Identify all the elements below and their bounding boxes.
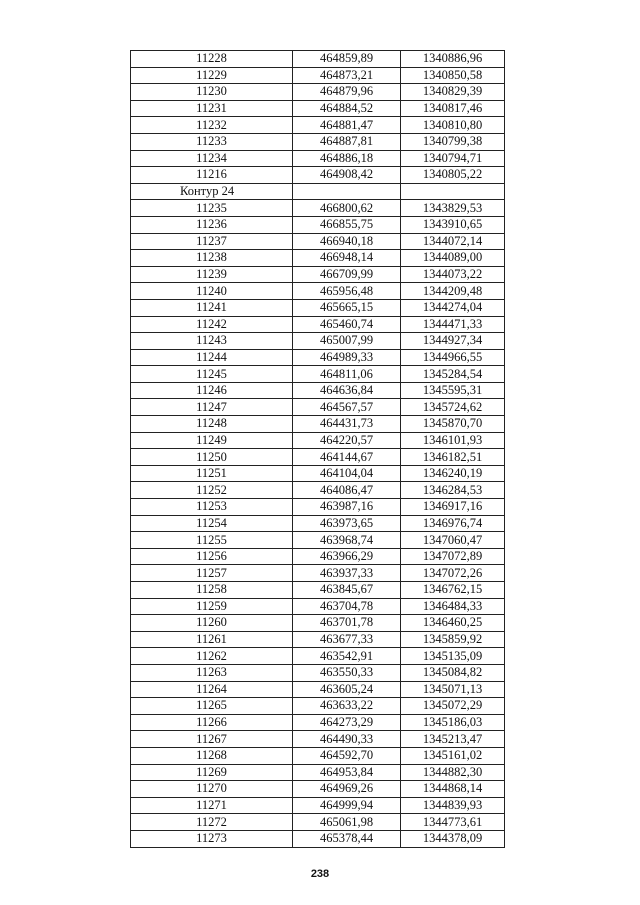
y-coordinate-cell: 1344378,09 [401,830,505,847]
y-coordinate-cell: 1346460,25 [401,615,505,632]
x-coordinate-cell: 464953,84 [293,764,401,781]
y-coordinate-cell: 1343829,53 [401,200,505,217]
y-coordinate-cell: 1344868,14 [401,781,505,798]
y-coordinate-cell: 1346484,33 [401,598,505,615]
table-row [131,283,505,300]
table-row [131,432,505,449]
x-coordinate-cell: 463987,16 [293,499,401,516]
point-number-cell: 11249 [131,432,293,449]
x-coordinate-cell: 463973,65 [293,515,401,532]
point-number-cell: 11250 [131,449,293,466]
y-coordinate-cell: 1347072,26 [401,565,505,582]
x-coordinate-cell: 465061,98 [293,814,401,831]
table-row [131,631,505,648]
x-coordinate-cell: 465956,48 [293,283,401,300]
y-coordinate-cell: 1340799,38 [401,133,505,150]
point-number-cell: 11271 [131,797,293,814]
x-coordinate-cell: 464592,70 [293,747,401,764]
table-row [131,51,505,68]
point-number-cell: 11234 [131,150,293,167]
table-row [131,548,505,565]
x-coordinate-cell: 464144,67 [293,449,401,466]
y-coordinate-cell: 1344073,22 [401,266,505,283]
table-row [131,266,505,283]
table-row [131,100,505,117]
y-coordinate-cell: 1340810,80 [401,117,505,134]
point-number-cell: 11229 [131,67,293,84]
table-row [131,117,505,134]
point-number-cell: 11262 [131,648,293,665]
table-row [131,382,505,399]
point-number-cell: 11239 [131,266,293,283]
point-number-cell: 11236 [131,216,293,233]
x-coordinate-cell: 464490,33 [293,731,401,748]
table-row [131,84,505,101]
point-number-cell: 11216 [131,167,293,184]
x-coordinate-cell: 464887,81 [293,133,401,150]
table-row [131,499,505,516]
x-coordinate-cell: 466855,75 [293,216,401,233]
x-coordinate-cell: 463966,29 [293,548,401,565]
x-coordinate-cell: 464273,29 [293,714,401,731]
y-coordinate-cell: 1340817,46 [401,100,505,117]
table-row [131,797,505,814]
x-coordinate-cell: 464859,89 [293,51,401,68]
x-coordinate-cell: 465665,15 [293,299,401,316]
point-number-cell: 11248 [131,416,293,433]
y-coordinate-cell: 1345084,82 [401,664,505,681]
y-coordinate-cell: 1344471,33 [401,316,505,333]
y-coordinate-cell: 1345595,31 [401,382,505,399]
table-row [131,133,505,150]
point-number-cell: 11247 [131,399,293,416]
x-coordinate-cell: 465378,44 [293,830,401,847]
point-number-cell: 11252 [131,482,293,499]
point-number-cell: 11269 [131,764,293,781]
y-coordinate-cell: 1345870,70 [401,416,505,433]
point-number-cell: 11266 [131,714,293,731]
point-number-cell: 11265 [131,698,293,715]
point-number-cell: 11231 [131,100,293,117]
table-row [131,349,505,366]
x-coordinate-cell: 463550,33 [293,664,401,681]
table-row [131,830,505,847]
y-coordinate-cell: 1340829,39 [401,84,505,101]
point-number-cell: 11230 [131,84,293,101]
table-row [131,565,505,582]
y-coordinate-cell: 1344773,61 [401,814,505,831]
page-number: 238 [310,868,330,880]
table-row [131,167,505,184]
x-coordinate-cell: 466948,14 [293,250,401,267]
x-coordinate-cell: 464881,47 [293,117,401,134]
contour-header-row [131,183,505,200]
point-number-cell: 11256 [131,548,293,565]
y-coordinate-cell: 1346182,51 [401,449,505,466]
y-coordinate-cell: 1347072,89 [401,548,505,565]
table-row [131,465,505,482]
point-number-cell: 11242 [131,316,293,333]
point-number-cell: 11237 [131,233,293,250]
x-coordinate-cell: 466709,99 [293,266,401,283]
table-row [131,747,505,764]
point-number-cell: 11261 [131,631,293,648]
point-number-cell: 11232 [131,117,293,134]
point-number-cell: 11241 [131,299,293,316]
table-row [131,333,505,350]
point-number-cell: 11264 [131,681,293,698]
y-coordinate-cell: 1340794,71 [401,150,505,167]
y-coordinate-cell: 1346762,15 [401,582,505,599]
table-row [131,67,505,84]
table-row [131,714,505,731]
point-number-cell: 11245 [131,366,293,383]
table-row [131,764,505,781]
x-coordinate-cell: 464431,73 [293,416,401,433]
x-coordinate-cell: 465007,99 [293,333,401,350]
y-coordinate-cell: 1344966,55 [401,349,505,366]
table-row [131,814,505,831]
x-coordinate-cell: 463968,74 [293,532,401,549]
x-coordinate-cell: 466800,62 [293,200,401,217]
x-coordinate-cell: 464104,04 [293,465,401,482]
x-coordinate-cell: 464884,52 [293,100,401,117]
y-coordinate-cell: 1340850,58 [401,67,505,84]
point-number-cell: 11253 [131,499,293,516]
point-number-cell: 11258 [131,582,293,599]
y-coordinate-cell: 1347060,47 [401,532,505,549]
x-coordinate-cell: 464886,18 [293,150,401,167]
point-number-cell: 11267 [131,731,293,748]
point-number-cell: 11254 [131,515,293,532]
table-row [131,482,505,499]
table-row [131,449,505,466]
point-number-cell: 11228 [131,51,293,68]
x-coordinate-cell: 463701,78 [293,615,401,632]
x-coordinate-cell: 465460,74 [293,316,401,333]
y-coordinate-cell: 1345284,54 [401,366,505,383]
table-row [131,515,505,532]
coordinates-table [130,50,505,848]
y-coordinate-cell: 1345161,02 [401,747,505,764]
table-row [131,781,505,798]
table-row [131,731,505,748]
empty-cell [401,183,505,200]
point-number-cell: 11273 [131,830,293,847]
point-number-cell: 11238 [131,250,293,267]
point-number-cell: 11233 [131,133,293,150]
x-coordinate-cell: 464879,96 [293,84,401,101]
y-coordinate-cell: 1345186,03 [401,714,505,731]
y-coordinate-cell: 1344274,04 [401,299,505,316]
x-coordinate-cell: 464220,57 [293,432,401,449]
x-coordinate-cell: 464969,26 [293,781,401,798]
point-number-cell: 11244 [131,349,293,366]
x-coordinate-cell: 464567,57 [293,399,401,416]
x-coordinate-cell: 463605,24 [293,681,401,698]
y-coordinate-cell: 1344209,48 [401,283,505,300]
x-coordinate-cell: 463542,91 [293,648,401,665]
table-row [131,664,505,681]
contour-label: Контур 24 [131,183,293,200]
point-number-cell: 11235 [131,200,293,217]
x-coordinate-cell: 463704,78 [293,598,401,615]
point-number-cell: 11268 [131,747,293,764]
y-coordinate-cell: 1344072,14 [401,233,505,250]
table-row [131,150,505,167]
point-number-cell: 11259 [131,598,293,615]
table-row [131,299,505,316]
y-coordinate-cell: 1346284,53 [401,482,505,499]
x-coordinate-cell: 464908,42 [293,167,401,184]
y-coordinate-cell: 1340805,22 [401,167,505,184]
x-coordinate-cell: 464873,21 [293,67,401,84]
point-number-cell: 11240 [131,283,293,300]
y-coordinate-cell: 1344882,30 [401,764,505,781]
point-number-cell: 11272 [131,814,293,831]
x-coordinate-cell: 464086,47 [293,482,401,499]
table-row [131,216,505,233]
y-coordinate-cell: 1345213,47 [401,731,505,748]
x-coordinate-cell: 464999,94 [293,797,401,814]
y-coordinate-cell: 1345072,29 [401,698,505,715]
table-row [131,598,505,615]
y-coordinate-cell: 1345859,92 [401,631,505,648]
table-row [131,316,505,333]
table-row [131,366,505,383]
y-coordinate-cell: 1340886,96 [401,51,505,68]
point-number-cell: 11270 [131,781,293,798]
y-coordinate-cell: 1344839,93 [401,797,505,814]
x-coordinate-cell: 463937,33 [293,565,401,582]
table-row [131,416,505,433]
table-row [131,233,505,250]
table-row [131,698,505,715]
point-number-cell: 11263 [131,664,293,681]
point-number-cell: 11243 [131,333,293,350]
y-coordinate-cell: 1345135,09 [401,648,505,665]
x-coordinate-cell: 464989,33 [293,349,401,366]
table-row [131,399,505,416]
y-coordinate-cell: 1345724,62 [401,399,505,416]
table-row [131,681,505,698]
y-coordinate-cell: 1344927,34 [401,333,505,350]
table-row [131,648,505,665]
x-coordinate-cell: 463633,22 [293,698,401,715]
point-number-cell: 11257 [131,565,293,582]
point-number-cell: 11260 [131,615,293,632]
y-coordinate-cell: 1346917,16 [401,499,505,516]
y-coordinate-cell: 1346240,19 [401,465,505,482]
table-row [131,250,505,267]
point-number-cell: 11255 [131,532,293,549]
x-coordinate-cell: 464811,06 [293,366,401,383]
table-row [131,532,505,549]
x-coordinate-cell: 464636,84 [293,382,401,399]
x-coordinate-cell: 463677,33 [293,631,401,648]
x-coordinate-cell: 463845,67 [293,582,401,599]
y-coordinate-cell: 1346976,74 [401,515,505,532]
y-coordinate-cell: 1344089,00 [401,250,505,267]
empty-cell [293,183,401,200]
point-number-cell: 11246 [131,382,293,399]
x-coordinate-cell: 466940,18 [293,233,401,250]
y-coordinate-cell: 1343910,65 [401,216,505,233]
coordinates-table-body [131,51,505,848]
table-row [131,615,505,632]
point-number-cell: 11251 [131,465,293,482]
table-row [131,582,505,599]
y-coordinate-cell: 1345071,13 [401,681,505,698]
table-row [131,200,505,217]
y-coordinate-cell: 1346101,93 [401,432,505,449]
